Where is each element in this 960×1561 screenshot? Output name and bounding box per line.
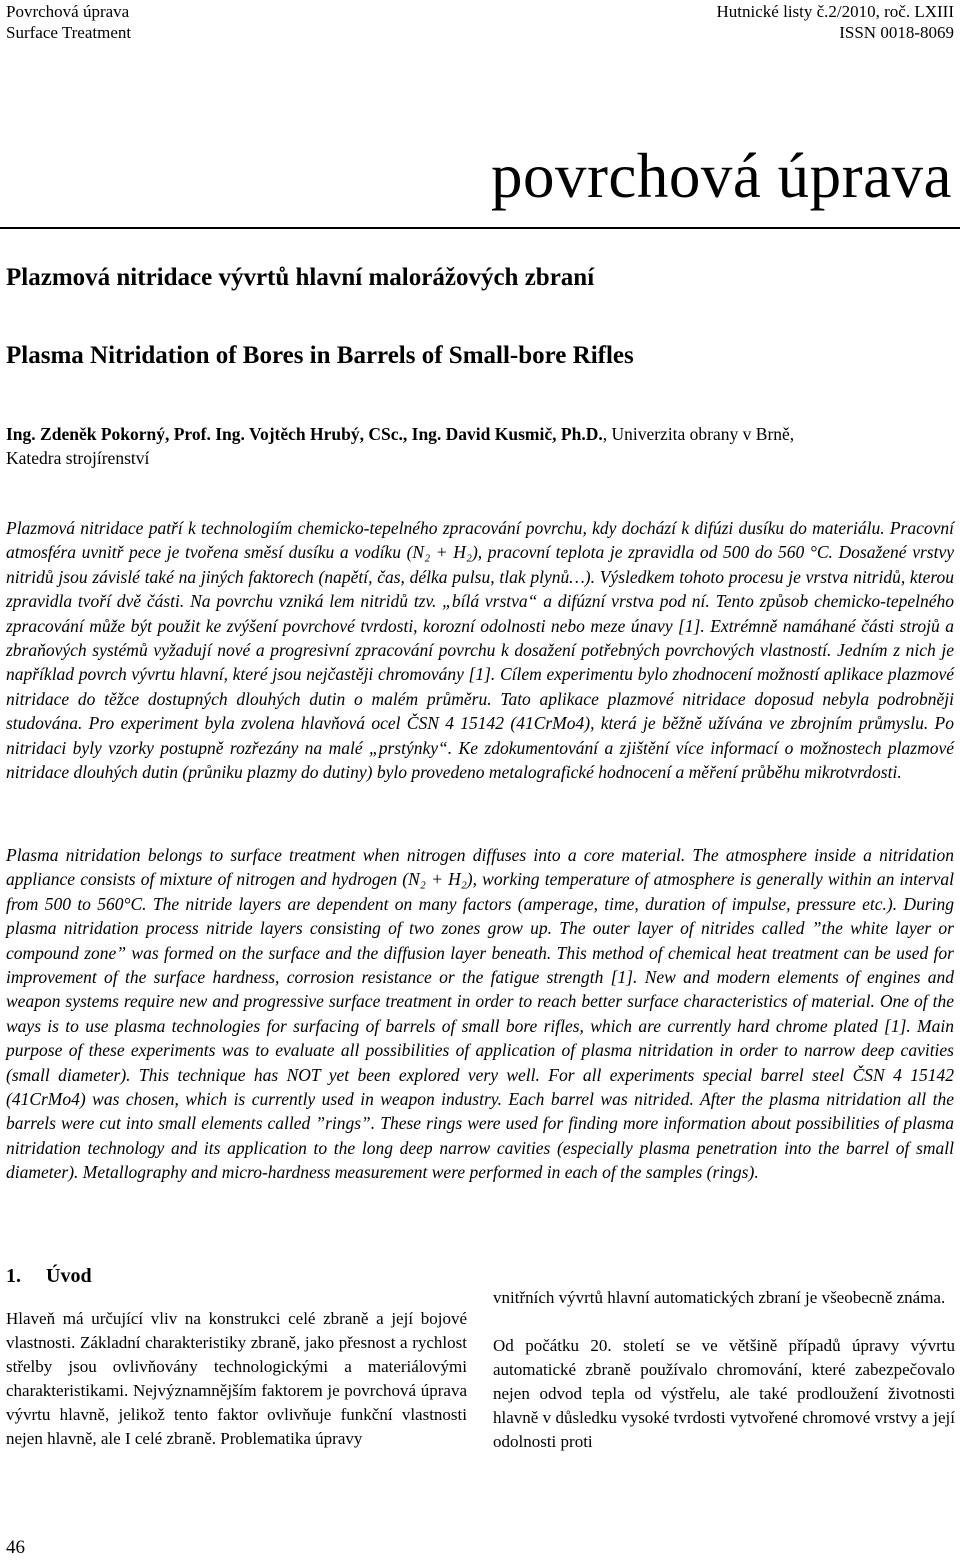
body-column-left [6,1307,467,1451]
journal-issn: ISSN 0018-8069 [839,23,954,42]
journal-issue: Hutnické listy č.2/2010, roč. LXIII [716,2,954,21]
body-paragraph: Od počátku 20. století se ve většině případů úpravy vývrtu automatické zbraně používalo chromování, které zabezpečovalo nejen odvod tepla od výstřelu, ale také prodloužení životnosti hlavně v důsledku vysoké tvrdosti vytvořené chromové vrstvy a její odolnosti proti [493,1336,955,1451]
section-title: povrchová úprava [490,141,952,211]
article-title-en: Plasma Nitridation of Bores in Barrels of Small-bore Rifles [6,342,634,369]
body-paragraph: Hlaveň má určující vliv na konstrukci celé zbraně a její bojové vlastnosti. Základní charakteristiky zbraně, jako přesnost a rychlost střelby jsou ovlivňovány technologickými a materiálovými charakteristikami. Nejvýznamnějším faktorem je povrchová úprava vývrtu hlavně, jelikož tento faktor ovlivňuje funkční vlastnosti nejen hlavně, ale I celé zbraně. Problematika úpravy [6,1309,467,1448]
body-paragraph: vnitřních vývrtů hlavní automatických zbraní je všeobecně známa. [493,1288,946,1307]
author-names: Ing. Zdeněk Pokorný, Prof. Ing. Vojtěch Hrubý, CSc., Ing. David Kusmič, Ph.D. [6,424,603,444]
header-section-en: Surface Treatment [6,23,132,42]
section-number: 1. [6,1265,21,1287]
body-column-right [493,1286,955,1454]
running-header-right [717,1,954,43]
section-heading-text: Úvod [46,1265,92,1287]
section-heading [6,1265,92,1288]
page-number: 46 [6,1537,25,1558]
affiliation-university: , Univerzita obrany v Brně, [602,424,795,444]
author-block [6,422,956,470]
header-section-cz: Povrchová úprava [6,2,130,21]
article-title-cz: Plazmová nitridace vývrtů hlavní malorážových zbraní [6,264,595,291]
affiliation-department: Katedra strojírenství [6,448,150,468]
section-divider [0,227,960,229]
abstract-cz-text: Plazmová nitridace patří k technologiím chemicko-tepelného zpracování povrchu, kdy dochází k difúzi dusíku do materiálu. Pracovní atmosféra uvnitř pece je tvořena směsí dusíku a vodíku (N₂ + H₂), pracovní teplota je zpravidla od 500 do 560 °C. Dosažené vrstvy nitridů jsou závislé také na jiných faktorech (napětí, čas, délka pulsu, tlak plynů…). Výsledkem tohoto procesu je vrstva nitridů, kterou zpravidla tvoří dvě části. Na povrchu vzniká lem nitridů tzv. „bílá vrstva“ a difúzní vrstva pod ní. Tento způsob chemicko-tepelného zpracování může být použit ke zvýšení povrchové tvrdosti, korozní odolnosti nebo meze únavy [1]. Extrémně namáhané části strojů a zbraňových systémů vyžadují nové a progresivní zpracování povrchu k dosažení potřebných povrchových vlastností. Jedním z nich je například povrch vývrtu hlavní, které jsou nejčastěji chromovány [1]. Cílem experimentu bylo zhodnocení možností aplikace plazmové nitridace do těžce dostupných dlouhých dutin o malém průměru. Tato aplikace plazmové nitridace doposud nebyla podrobněji studována. Pro experiment byla zvolena hlavňová ocel ČSN 4 15142 (41CrMo4), která je běžně užívána ve zbrojním průmyslu. Po nitridaci byly vzorky postupně rozřezány na malé „prstýnky“. Ke zdokumentování a zjištění více informací o možnostech plazmové nitridace dlouhých dutin (průniku plazmy do dutiny) bylo provedeno metalografické hodnocení a měření průběhu mikrotvrdosti. [6,518,954,783]
abstract-en [6,843,954,1185]
abstract-cz [6,516,954,784]
abstract-en-text: Plasma nitridation belongs to surface treatment when nitrogen diffuses into a core material. The atmosphere inside a nitridation appliance consists of mixture of nitrogen and hydrogen (N₂ + H₂), working temperature of atmosphere is generally within an interval from 500 to 560°C. The nitride layers are dependent on many factors (amperage, time, duration of impulse, pressure etc.). During plasma nitridation process nitride layers consisting of two zones grow up. The outer layer of nitrides called ”the white layer or compound zone” was formed on the surface and the diffusion layer beneath. This method of chemical heat treatment can be used for improvement of the surface hardness, corrosion resistance or the fatigue strength [1]. New and modern elements of engines and weapon systems require new and progressive surface treatment in order to reach better surface characteristics of material. One of the ways is to use plasma technologies for surfacing of barrels of small bore rifles, which are currently hard chrome plated [1]. Main purpose of these experiments was to evaluate all possibilities of application of plasma nitridation in order to narrow deep cavities (small diameter). This technique has NOT yet been explored very well. For all experiments special barrel steel ČSN 4 15142 (41CrMo4) was chosen, which is currently used in weapon industry. Each barrel was nitrided. After the plasma nitridation all the barrels were cut into small elements called ”rings”. These rings were used for finding more information about possibilities of plasma nitridation technology and its application to the long deep narrow cavities (especially plasma penetration into the barrel of small diameter). Metallography and micro-hardness measurement were performed in each of the samples (rings). [6,845,954,1183]
running-header-left [6,1,131,43]
